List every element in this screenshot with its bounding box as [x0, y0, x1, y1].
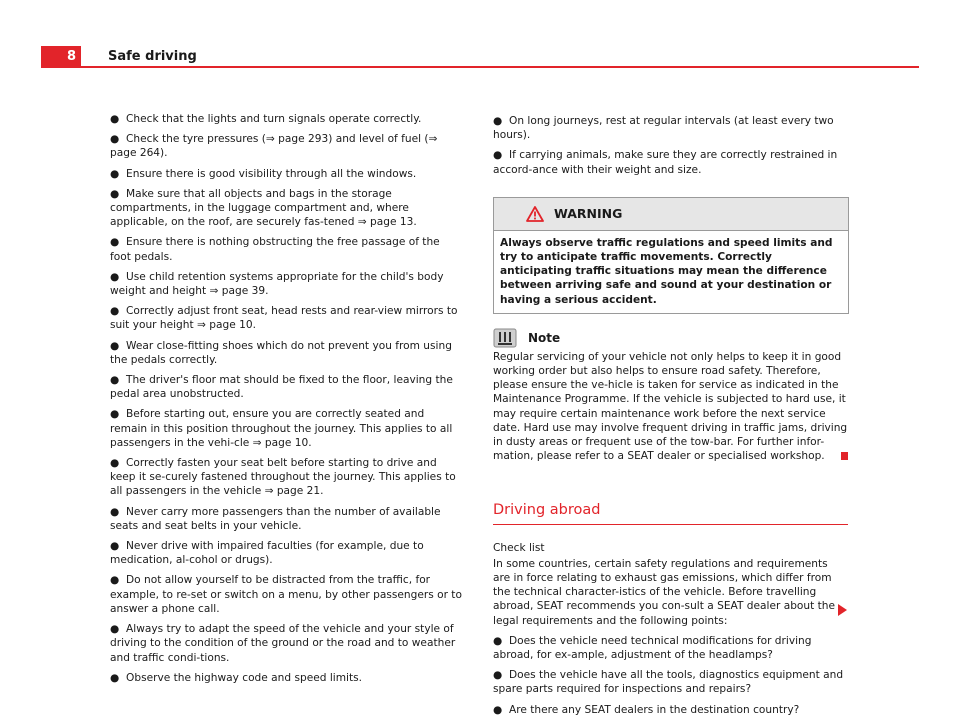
list-item: ● Make sure that all objects and bags in the storage compartments, in the luggage compartment and, where applicable, on the roof, are securely fas-tened ⇒ page 13. [110, 187, 417, 229]
list-item: ● Never drive with impaired faculties (for example, due to medication, al-cohol or drugs). [110, 540, 424, 567]
list-item: ● Never carry more passengers than the number of available seats and seat belts in your vehicle. [110, 505, 441, 532]
list-item: ● Check the tyre pressures (⇒ page 293) and level of fuel (⇒ page 264). [110, 133, 438, 160]
list-item: ● Before starting out, ensure you are correctly seated and remain in this position throughout the journey. This applies to all passengers in the vehi-cle ⇒ page 10. [110, 408, 453, 449]
section-heading: Driving abroad [493, 503, 848, 524]
list-item: ● Correctly fasten your seat belt before starting to drive and keep it se-curely fastened throughout the journey. This applies to all passengers in the vehicle ⇒ page 21. [110, 457, 456, 498]
page-number: 8 [41, 46, 81, 68]
list-item: ● Always try to adapt the speed of the vehicle and your style of driving to the condition of the ground or the road and to weather and traffic condi-tions. [110, 623, 456, 664]
warning-title: WARNING [554, 205, 623, 221]
list-item: ● Ensure there is good visibility through all the windows. [110, 167, 417, 180]
list-item: ● Wear close-fitting shoes which do not prevent you from using the pedals correctly. [110, 339, 452, 366]
warning-text: Always observe traffic regulations and speed limits and try to anticipate traffic movements. Correctly anticipating traffic situations may mean the difference between arriving safe and sound at your destination or having a serious accident. [500, 236, 833, 306]
list-item: ● If carrying animals, make sure they are correctly restrained in accord-ance with their weight and size. [493, 149, 838, 176]
list-item: ● Does the vehicle need technical modifications for driving abroad, for ex-ample, adjustment of the headlamps? [493, 634, 812, 662]
section-end-marker [841, 452, 848, 460]
list-item: ● The driver's floor mat should be fixed to the floor, leaving the pedal area unobstructed. [110, 374, 453, 401]
warning-triangle-icon [526, 206, 544, 222]
list-item: ● Use child retention systems appropriate for the child's body weight and height ⇒ page 39. [110, 270, 444, 298]
warning-header [494, 198, 848, 231]
note-header [493, 328, 848, 348]
list-item: ● Does the vehicle have all the tools, diagnostics equipment and spare parts required for inspections and repairs? [493, 669, 844, 696]
page-title: Safe driving [108, 49, 197, 64]
note-icon [493, 328, 517, 348]
header-rule [81, 66, 919, 68]
list-item: ● Do not allow yourself to be distracted from the traffic, for example, to re-set or switch on a menu, by other passengers or to answer a phone call. [110, 574, 462, 615]
note-text: Regular servicing of your vehicle not only helps to keep it in good working order but also helps to ensure road safety. Therefore, please ensure the ve-hicle is taken for service as indicated in the Maintenance Programme. If the vehicle is subjected to hard use, it may require certain maintenance work before the next service date. Hard use may involve frequent driving in traffic jams, driving in dusty areas or frequent use of the tow-bar. For further infor-mation, please refer to a SEAT dealer or specialised workshop. [493, 350, 848, 463]
subheading: Check list [493, 541, 545, 554]
warning-box [493, 197, 849, 314]
note-title: Note [528, 330, 561, 345]
section-intro: In some countries, certain safety regulations and requirements are in force relating to exhaust gas emissions, which differ from the technical character-istics of the vehicle. Before travelling abroad, SEAT recommends you con-sult a SEAT dealer about the legal requirements and the following points: [493, 557, 836, 627]
list-item: ● On long journeys, rest at regular intervals (at least every two hours). [493, 115, 834, 142]
list-item: ● Correctly adjust front seat, head rests and rear-view mirrors to suit your height ⇒ page 10. [110, 305, 458, 332]
list-item: ● Are there any SEAT dealers in the destination country? [493, 703, 800, 716]
list-item: ● Check that the lights and turn signals operate correctly. [110, 113, 422, 125]
list-item: ● Observe the highway code and speed limits. [110, 671, 363, 684]
left-column [110, 112, 463, 691]
continue-arrow-icon [838, 604, 847, 616]
right-column [493, 114, 848, 723]
list-item: ● Ensure there is nothing obstructing the free passage of the foot pedals. [110, 236, 440, 263]
